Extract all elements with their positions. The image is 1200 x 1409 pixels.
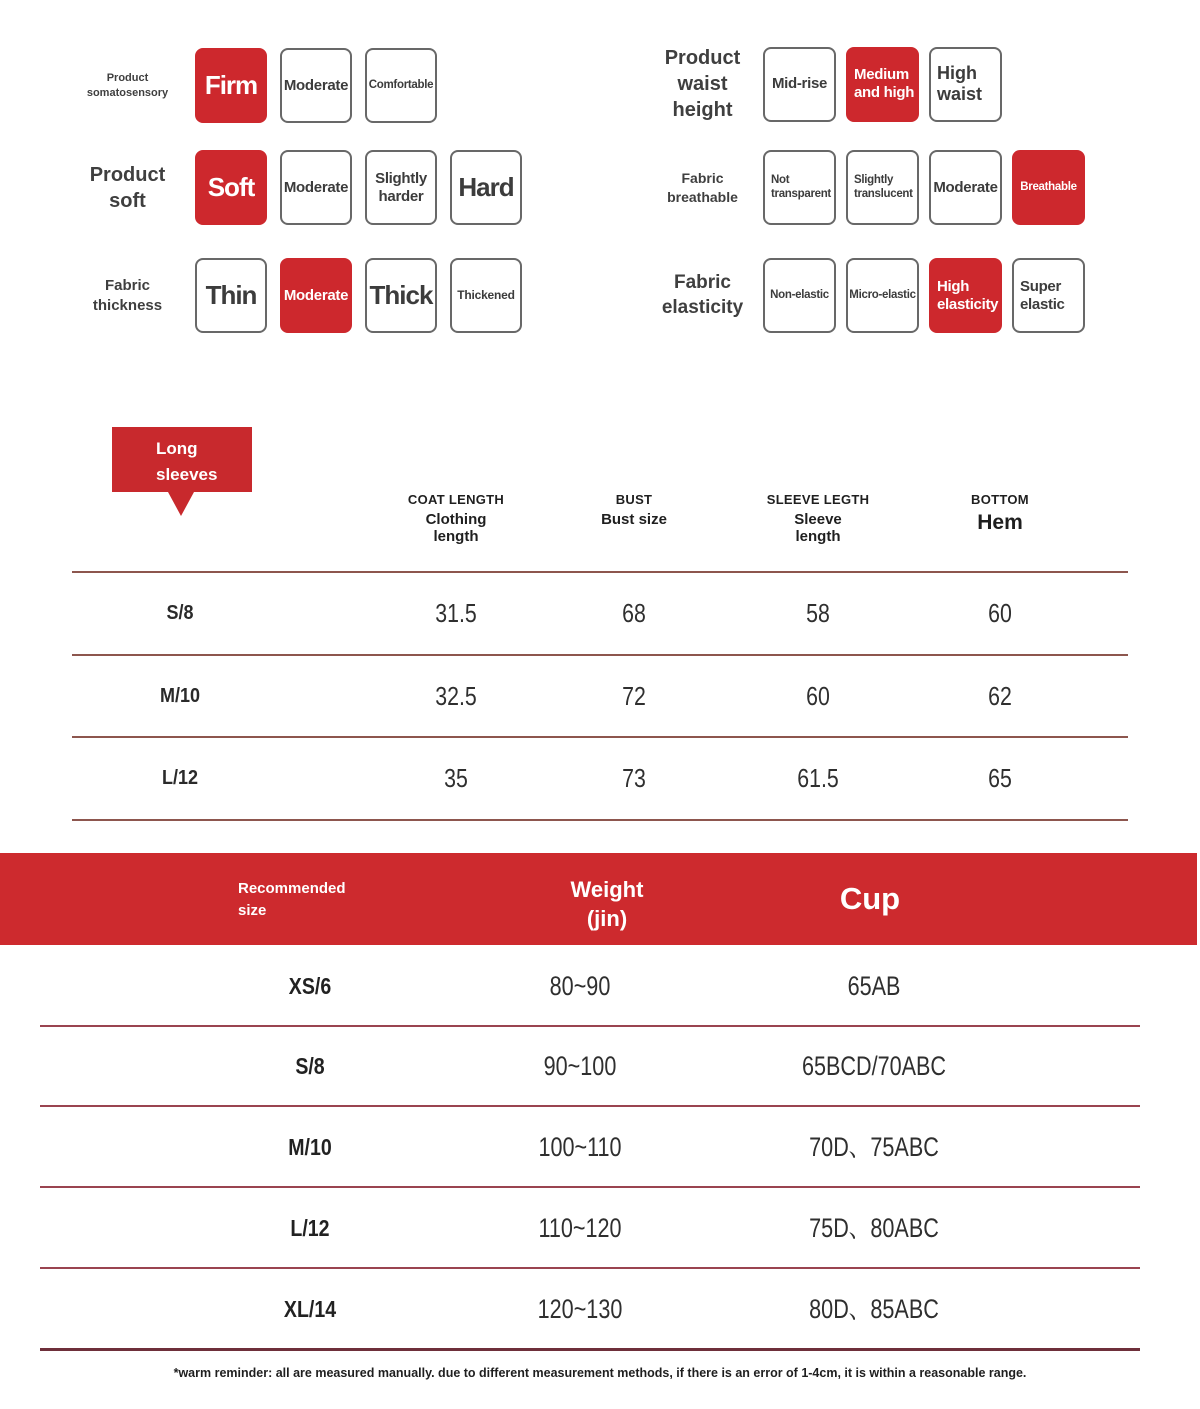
recommend-row xyxy=(0,946,1200,1026)
size-cell-coat-length: 31.5 xyxy=(435,598,477,628)
recommend-cell-cup: 70D、75ABC xyxy=(809,1132,939,1162)
recommend-row xyxy=(0,1188,1200,1268)
size-cell-sleeve-length: 58 xyxy=(806,598,830,628)
attr-label-fabric-breathable: Fabric breathable xyxy=(667,170,738,205)
option-soft[interactable]: Soft xyxy=(195,150,267,225)
recommend-cell-size: XL/14 xyxy=(283,1296,337,1322)
recommend-cell-cup: 75D、80ABC xyxy=(809,1213,939,1243)
attr-row-fabric-elasticity xyxy=(650,258,1085,333)
recommend-cell-size: S/8 xyxy=(295,1053,325,1079)
recommend-row xyxy=(0,1269,1200,1349)
warm-reminder-note: *warm reminder: all are measured manually. due to different measurement methods, if there is an error of 1-4cm, it is within a reasonable range. xyxy=(173,1366,1027,1380)
size-cell-hem: 65 xyxy=(988,763,1012,793)
size-cell-coat-length: 35 xyxy=(444,763,468,793)
size-table-row xyxy=(0,738,1200,819)
option-not-transparent[interactable]: Not transparent xyxy=(763,150,836,225)
attr-row-fabric-breathable xyxy=(650,150,1085,225)
option-slightly-translucent[interactable]: Slightly translucent xyxy=(846,150,919,225)
option-super-elastic[interactable]: Super elastic xyxy=(1012,258,1085,333)
option-thin[interactable]: Thin xyxy=(195,258,267,333)
attr-row-product-soft xyxy=(60,150,522,225)
long-sleeves-tag xyxy=(112,427,252,492)
recommend-cell-size: M/10 xyxy=(288,1134,332,1160)
size-cell-hem: 60 xyxy=(988,598,1012,628)
recommend-cell-size: XS/6 xyxy=(288,973,332,999)
size-col-header-coat-length xyxy=(376,492,536,546)
option-slightly-harder[interactable]: Slightly harder xyxy=(365,150,437,225)
size-cell-size: S/8 xyxy=(166,602,194,624)
recommend-size-header xyxy=(238,878,346,922)
recommend-cell-weight: 100~110 xyxy=(538,1132,622,1162)
recommend-row xyxy=(0,1026,1200,1106)
size-cell-bust: 68 xyxy=(622,598,646,628)
header-en: COAT LENGTH xyxy=(407,492,505,507)
attr-label-fabric-elasticity: Fabric elasticity xyxy=(661,271,744,318)
option-group-soft xyxy=(195,150,522,225)
option-group-waist-height xyxy=(763,47,1002,122)
option-moderate-breathable[interactable]: Moderate xyxy=(929,150,1002,225)
header-sub: Clothing length xyxy=(425,511,487,546)
option-moderate-thickness[interactable]: Moderate xyxy=(280,258,352,333)
attr-label-waist-height: Product waist height xyxy=(664,47,741,121)
header-sub: Bust size xyxy=(601,511,667,528)
recommend-cell-size: L/12 xyxy=(290,1215,330,1241)
cup-header: Cup xyxy=(839,881,901,916)
recommend-cell-weight: 90~100 xyxy=(543,1051,617,1081)
option-firm[interactable]: Firm xyxy=(195,48,267,123)
size-col-header-bust xyxy=(554,492,714,528)
recommend-cell-weight: 120~130 xyxy=(537,1294,623,1324)
size-cell-size: L/12 xyxy=(161,767,199,789)
option-moderate-somatosensory[interactable]: Moderate xyxy=(280,48,352,123)
recommend-size-header-line1: Recommended xyxy=(238,880,346,897)
recommend-cell-cup: 65AB xyxy=(847,971,901,1001)
attr-label-fabric-thickness: Fabric thickness xyxy=(92,277,163,314)
option-non-elastic[interactable]: Non-elastic xyxy=(763,258,836,333)
recommend-size-header-line2: size xyxy=(238,901,267,919)
option-breathable[interactable]: Breathable xyxy=(1012,150,1085,225)
weight-header xyxy=(507,876,707,933)
option-thick[interactable]: Thick xyxy=(365,258,437,333)
size-cell-sleeve-length: 60 xyxy=(806,681,830,711)
size-table-row xyxy=(0,573,1200,654)
option-moderate-soft[interactable]: Moderate xyxy=(280,150,352,225)
header-en: BUST xyxy=(615,492,653,507)
attr-label-product-soft: Product soft xyxy=(89,163,166,212)
option-high-elasticity[interactable]: High elasticity xyxy=(929,258,1002,333)
recommend-cell-weight: 110~120 xyxy=(538,1213,622,1243)
divider xyxy=(72,819,1128,821)
option-group-breathable xyxy=(763,150,1085,225)
size-col-header-sleeve-length xyxy=(738,492,898,546)
header-en: BOTTOM xyxy=(971,492,1029,507)
option-high-waist[interactable]: High waist xyxy=(929,47,1002,122)
option-micro-elastic[interactable]: Micro-elastic xyxy=(846,258,919,333)
size-cell-sleeve-length: 61.5 xyxy=(797,763,839,793)
size-table-row xyxy=(0,656,1200,737)
weight-header-line1: Weight xyxy=(570,877,644,902)
divider xyxy=(40,1348,1140,1351)
recommend-cell-weight: 80~90 xyxy=(549,971,611,1001)
size-cell-bust: 72 xyxy=(622,681,646,711)
attr-row-fabric-thickness xyxy=(60,258,522,333)
option-group-somatosensory xyxy=(195,48,437,123)
recommend-table-header-band xyxy=(0,853,1197,945)
attr-row-product-somatosensory xyxy=(60,48,437,123)
attr-label-product-somatosensory: Product somatosensory xyxy=(86,72,169,99)
header-sub: Hem xyxy=(977,511,1023,534)
size-cell-bust: 73 xyxy=(622,763,646,793)
option-medium-and-high[interactable]: Medium and high xyxy=(846,47,919,122)
size-cell-hem: 62 xyxy=(988,681,1012,711)
size-col-header-hem xyxy=(920,492,1080,535)
long-sleeves-line1: Long xyxy=(156,439,198,458)
recommend-row xyxy=(0,1107,1200,1187)
option-comfortable[interactable]: Comfortable xyxy=(365,48,437,123)
header-sub: Sleeve length xyxy=(794,511,842,546)
size-cell-size: M/10 xyxy=(159,685,201,707)
recommend-cell-cup: 80D、85ABC xyxy=(809,1294,939,1324)
size-cell-coat-length: 32.5 xyxy=(435,681,477,711)
recommend-cell-cup: 65BCD/70ABC xyxy=(801,1051,947,1081)
option-mid-rise[interactable]: Mid-rise xyxy=(763,47,836,122)
header-en: SLEEVE LEGTH xyxy=(766,492,870,507)
long-sleeves-line2: sleeves xyxy=(156,465,218,484)
option-hard[interactable]: Hard xyxy=(450,150,522,225)
option-group-thickness xyxy=(195,258,522,333)
weight-header-line2: (jin) xyxy=(586,905,628,931)
option-group-elasticity xyxy=(763,258,1085,333)
option-thickened[interactable]: Thickened xyxy=(450,258,522,333)
attr-row-waist-height xyxy=(650,45,1002,123)
